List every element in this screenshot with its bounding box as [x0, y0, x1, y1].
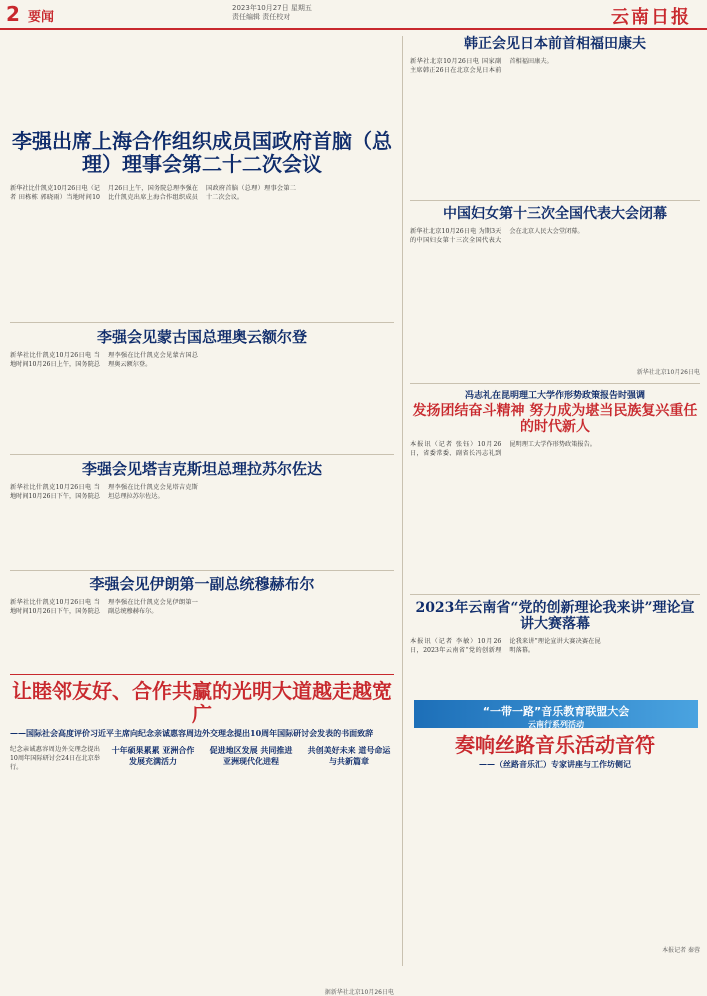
- article-lead: 新华社比什凯克10月26日电 当地时间10月26日下午，国务院总理李强在比什凯克会见伊朗第一副总统穆赫布尔。: [10, 599, 198, 616]
- event-banner: [414, 700, 698, 728]
- article-neighbourhood: [10, 680, 394, 996]
- article-body: [10, 483, 394, 583]
- divider: [410, 383, 700, 384]
- article-lead: 新华社比什凯克10月26日电（记者 田栋栋 郭晓雨）当地时间10月26日上午，国务院总理李强在比什凯克出席上海合作组织成员国政府首脑（总理）理事会第二十二次会议。: [10, 185, 296, 201]
- article-lead: 本报讯（记者 李敏）10月26日，2023年云南省“党的创新理论我来讲”理论宣讲大赛决赛在昆明落幕。: [410, 638, 601, 655]
- section-subhead: 十年硕果累累 亚洲合作发展充满活力: [111, 746, 195, 766]
- divider: [410, 594, 700, 595]
- article-fengzhili: [410, 388, 700, 590]
- section-subhead: 共创美好未来 道号命运与共新篇章: [307, 746, 391, 766]
- article-title: 奏响丝路音乐活动音符: [455, 733, 655, 757]
- byline: 本报记者 秦蓉: [662, 947, 700, 954]
- article-lead: 本报讯（记者 张钰）10月26日，省委常委、副省长冯志礼到昆明理工大学作形势政策报告。: [410, 441, 596, 458]
- article-silk-road-music: [410, 734, 700, 954]
- article-tajikistan: [10, 461, 394, 583]
- article-lecture-contest: [410, 600, 700, 695]
- article-title: 发扬团结奋斗精神 努力成为堪当民族复兴重任的时代新人: [412, 403, 698, 436]
- column-divider: [402, 36, 403, 966]
- article-title: 韩正会见日本前首相福田康夫: [464, 36, 646, 52]
- page-number: 2: [6, 2, 20, 26]
- article-body: [10, 598, 394, 678]
- article-title: 李强出席上海合作组织成员国政府首脑（总理）理事会第二十二次会议: [12, 129, 392, 176]
- divider: [10, 322, 394, 323]
- section-name: 要闻: [28, 10, 55, 25]
- article-iran: [10, 576, 394, 678]
- source-line: 新华社北京10月26日电: [636, 369, 700, 377]
- article-title: 李强会见塔吉克斯坦总理拉苏尔佐达: [81, 460, 322, 478]
- article-body: [10, 184, 394, 329]
- source-line: 据新华社北京10月26日电: [324, 989, 394, 996]
- article-title: 让睦邻友好、合作共赢的光明大道越走越宽广: [12, 679, 392, 726]
- divider: [10, 454, 394, 455]
- article-body: [410, 637, 700, 695]
- article-title: 李强会见伊朗第一副总统穆赫布尔: [89, 575, 315, 593]
- divider: [10, 570, 394, 571]
- article-title: 中国妇女第十三次全国代表大会闭幕: [443, 206, 667, 222]
- article-premier-sco: [10, 130, 394, 329]
- article-body: [410, 440, 700, 590]
- article-kicker: 冯志礼在昆明理工大学作形势政策报告时强调: [464, 391, 645, 401]
- article-body: [410, 227, 700, 367]
- divider: [410, 200, 700, 201]
- article-lead: 新华社比什凯克10月26日电 当地时间10月26日上午，国务院总理李强在比什凯克会见蒙古国总理奥云额尔登。: [10, 352, 198, 369]
- article-body: [410, 57, 700, 197]
- article-subtitle: ——国际社会高度评价习近平主席向纪念亲诚惠容周边外交理念提出10周年国际研讨会发表的书面致辞: [10, 728, 374, 738]
- banner-title: “一带一路”音乐教育联盟大会: [482, 705, 630, 718]
- date-line: 2023年10月27日 星期五: [232, 4, 312, 12]
- article-body: [410, 775, 700, 945]
- article-lead: 新华社北京10月26日电 为期3天的中国妇女第十三次全国代表大会在北京人民大会堂闭幕。: [410, 228, 584, 245]
- article-title: 2023年云南省“党的创新理论我来讲”理论宣讲大赛落幕: [415, 600, 695, 633]
- banner-subtitle: 云南行系列活动: [528, 720, 584, 729]
- article-women-congress: [410, 206, 700, 376]
- newspaper-logo: 云南日报: [611, 7, 691, 28]
- divider: [10, 674, 394, 675]
- article-title: 李强会见蒙古国总理奥云额尔登: [96, 328, 307, 346]
- article-lead: 纪念亲诚惠容周边外交理念提出10周年国际研讨会24日在北京举行。: [10, 746, 100, 771]
- article-subtitle: ——（丝路音乐汇）专家讲座与工作坊侧记: [479, 759, 631, 769]
- article-body: [10, 745, 394, 985]
- article-lead: 新华社比什凯克10月26日电 当地时间10月26日下午，国务院总理李强在比什凯克会见塔吉克斯坦总理拉苏尔佐达。: [10, 484, 198, 501]
- article-hanzheng: [410, 36, 700, 197]
- issue-meta: [232, 4, 312, 22]
- masthead: [0, 0, 707, 30]
- article-mongolia: [10, 329, 394, 481]
- section-subhead: 促进地区发展 共同推进亚洲现代化进程: [209, 746, 293, 766]
- editor-line: 责任编辑 责任校对: [232, 13, 291, 21]
- article-lead: 新华社北京10月26日电 国家副主席韩正26日在北京会见日本前首相福田康夫。: [410, 58, 553, 75]
